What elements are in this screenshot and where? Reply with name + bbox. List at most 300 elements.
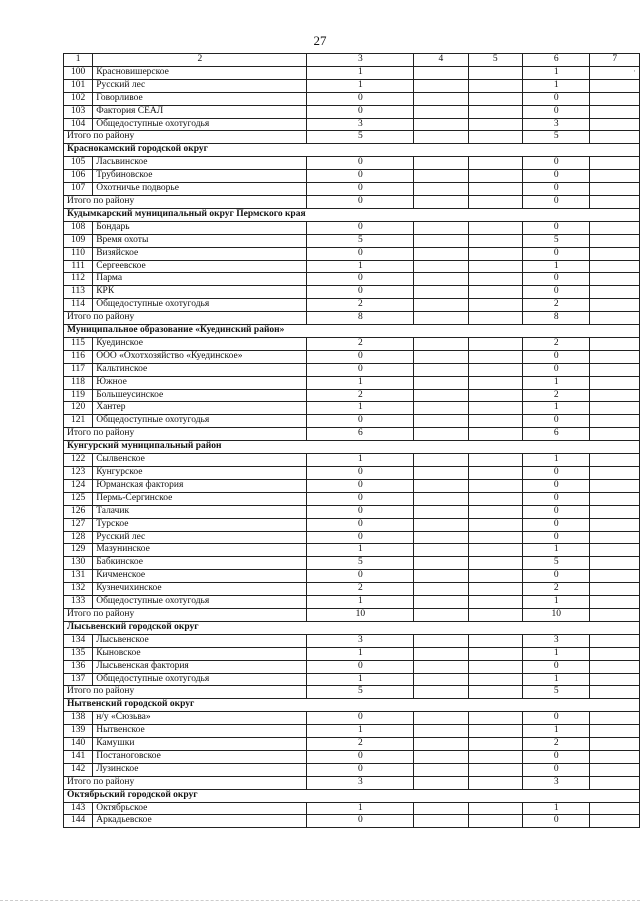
- hunting-ground-name: Время охоты: [93, 234, 307, 247]
- col6-value: 0: [522, 492, 590, 505]
- district-total-row: [64, 195, 640, 208]
- col6-value: 0: [522, 750, 590, 763]
- total-col3-value: 5: [307, 131, 414, 144]
- row-number: 114: [64, 299, 93, 312]
- empty-cell: [590, 570, 640, 583]
- empty-cell: [414, 312, 468, 325]
- hunting-ground-name: Кузнечихинское: [93, 583, 307, 596]
- col3-value: 0: [307, 247, 414, 260]
- hunting-ground-name: Бондарь: [93, 221, 307, 234]
- empty-cell: [590, 750, 640, 763]
- hunting-ground-name: Камушки: [93, 738, 307, 751]
- total-label: Итого по району: [64, 776, 307, 789]
- table-row: [64, 105, 640, 118]
- table-row: [64, 518, 640, 531]
- row-number: 104: [64, 118, 93, 131]
- empty-cell: [468, 157, 522, 170]
- row-number: 121: [64, 415, 93, 428]
- empty-cell: [590, 234, 640, 247]
- empty-cell: [590, 467, 640, 480]
- section-heading-row: [64, 699, 640, 712]
- empty-cell: [468, 376, 522, 389]
- row-number: 140: [64, 738, 93, 751]
- empty-cell: [414, 260, 468, 273]
- empty-cell: [590, 492, 640, 505]
- empty-cell: [590, 647, 640, 660]
- col3-value: 1: [307, 66, 414, 79]
- table-row: [64, 583, 640, 596]
- empty-cell: [414, 428, 468, 441]
- empty-cell: [590, 673, 640, 686]
- empty-cell: [468, 312, 522, 325]
- hunting-ground-name: Турское: [93, 518, 307, 531]
- hunting-ground-name: Трубиновское: [93, 170, 307, 183]
- empty-cell: [414, 131, 468, 144]
- empty-cell: [468, 505, 522, 518]
- empty-cell: [590, 454, 640, 467]
- hunting-ground-name: Сылвенское: [93, 454, 307, 467]
- table-row: [64, 750, 640, 763]
- empty-cell: [468, 660, 522, 673]
- total-col6-value: 3: [522, 776, 590, 789]
- col6-value: 5: [522, 557, 590, 570]
- row-number: 127: [64, 518, 93, 531]
- row-number: 124: [64, 479, 93, 492]
- empty-cell: [468, 583, 522, 596]
- col6-value: 5: [522, 234, 590, 247]
- col6-value: 0: [522, 467, 590, 480]
- empty-cell: [468, 596, 522, 609]
- col6-value: 0: [522, 518, 590, 531]
- empty-cell: [468, 183, 522, 196]
- empty-cell: [414, 725, 468, 738]
- empty-cell: [414, 454, 468, 467]
- col6-value: 0: [522, 247, 590, 260]
- col6-value: 0: [522, 712, 590, 725]
- table-row: [64, 273, 640, 286]
- empty-cell: [414, 583, 468, 596]
- col6-value: 0: [522, 183, 590, 196]
- col6-value: 2: [522, 299, 590, 312]
- row-number: 106: [64, 170, 93, 183]
- row-number: 115: [64, 337, 93, 350]
- section-heading: Нытвенский городской округ: [64, 699, 640, 712]
- empty-cell: [414, 802, 468, 815]
- row-number: 131: [64, 570, 93, 583]
- col6-value: 0: [522, 479, 590, 492]
- empty-cell: [414, 221, 468, 234]
- empty-cell: [590, 725, 640, 738]
- col3-value: 0: [307, 492, 414, 505]
- empty-cell: [590, 260, 640, 273]
- empty-cell: [590, 415, 640, 428]
- empty-cell: [590, 118, 640, 131]
- row-number: 132: [64, 583, 93, 596]
- district-total-row: [64, 131, 640, 144]
- empty-cell: [414, 350, 468, 363]
- empty-cell: [590, 273, 640, 286]
- column-header-row: [64, 54, 640, 67]
- hunting-ground-name: Общедоступные охотугодья: [93, 415, 307, 428]
- total-col6-value: 10: [522, 608, 590, 621]
- col3-value: 0: [307, 92, 414, 105]
- empty-cell: [468, 544, 522, 557]
- col3-value: 5: [307, 557, 414, 570]
- col6-value: 0: [522, 531, 590, 544]
- empty-cell: [590, 428, 640, 441]
- table-row: [64, 402, 640, 415]
- col6-value: 1: [522, 402, 590, 415]
- empty-cell: [590, 195, 640, 208]
- table-row: [64, 79, 640, 92]
- empty-cell: [414, 673, 468, 686]
- empty-cell: [414, 247, 468, 260]
- empty-cell: [590, 376, 640, 389]
- empty-cell: [414, 389, 468, 402]
- column-header: 4: [414, 54, 468, 67]
- hunting-ground-name: Говорливое: [93, 92, 307, 105]
- empty-cell: [414, 750, 468, 763]
- row-number: 122: [64, 454, 93, 467]
- row-number: 133: [64, 596, 93, 609]
- table-row: [64, 363, 640, 376]
- section-heading: Кудымкарский муниципальный округ Пермского края: [64, 208, 640, 221]
- hunting-ground-name: Нытвенское: [93, 725, 307, 738]
- col3-value: 1: [307, 725, 414, 738]
- col3-value: 1: [307, 802, 414, 815]
- section-heading-row: [64, 144, 640, 157]
- column-header: 3: [307, 54, 414, 67]
- empty-cell: [414, 738, 468, 751]
- empty-cell: [590, 583, 640, 596]
- empty-cell: [414, 763, 468, 776]
- margin-mark: ·: [633, 66, 636, 76]
- row-number: 102: [64, 92, 93, 105]
- hunting-ground-name: Общедоступные охотугодья: [93, 596, 307, 609]
- hunting-ground-name: ООО «Охотхозяйство «Куединское»: [93, 350, 307, 363]
- col3-value: 0: [307, 363, 414, 376]
- col3-value: 0: [307, 750, 414, 763]
- total-label: Итого по району: [64, 195, 307, 208]
- empty-cell: [468, 299, 522, 312]
- col3-value: 2: [307, 337, 414, 350]
- empty-cell: [414, 557, 468, 570]
- hunting-ground-name: н/у «Сюзьва»: [93, 712, 307, 725]
- table-row: [64, 712, 640, 725]
- section-heading-row: [64, 789, 640, 802]
- hunting-ground-name: Юрманская фактория: [93, 479, 307, 492]
- col3-value: 0: [307, 467, 414, 480]
- total-col3-value: 8: [307, 312, 414, 325]
- col6-value: 3: [522, 634, 590, 647]
- row-number: 134: [64, 634, 93, 647]
- table-row: [64, 157, 640, 170]
- row-number: 111: [64, 260, 93, 273]
- col6-value: 1: [522, 725, 590, 738]
- empty-cell: [468, 247, 522, 260]
- empty-cell: [414, 157, 468, 170]
- col3-value: 0: [307, 479, 414, 492]
- empty-cell: [590, 299, 640, 312]
- col3-value: 0: [307, 415, 414, 428]
- col3-value: 2: [307, 583, 414, 596]
- empty-cell: [590, 518, 640, 531]
- col3-value: 0: [307, 570, 414, 583]
- empty-cell: [468, 738, 522, 751]
- table-row: [64, 673, 640, 686]
- hunting-ground-name: Сергеевское: [93, 260, 307, 273]
- empty-cell: [414, 376, 468, 389]
- table-row: [64, 634, 640, 647]
- col3-value: 0: [307, 350, 414, 363]
- empty-cell: [414, 170, 468, 183]
- empty-cell: [590, 131, 640, 144]
- empty-cell: [468, 686, 522, 699]
- hunting-ground-name: Лысьвенская фактория: [93, 660, 307, 673]
- section-heading-row: [64, 621, 640, 634]
- col3-value: 3: [307, 634, 414, 647]
- empty-cell: [590, 660, 640, 673]
- col6-value: 1: [522, 544, 590, 557]
- empty-cell: [468, 570, 522, 583]
- hunting-ground-name: Мазунинское: [93, 544, 307, 557]
- empty-cell: [414, 686, 468, 699]
- empty-cell: [414, 467, 468, 480]
- row-number: 101: [64, 79, 93, 92]
- col6-value: 0: [522, 286, 590, 299]
- empty-cell: [590, 557, 640, 570]
- row-number: 138: [64, 712, 93, 725]
- empty-cell: [414, 234, 468, 247]
- col3-value: 0: [307, 183, 414, 196]
- empty-cell: [414, 402, 468, 415]
- col6-value: 1: [522, 647, 590, 660]
- section-heading: Октябрьский городской округ: [64, 789, 640, 802]
- empty-cell: [414, 105, 468, 118]
- total-col3-value: 10: [307, 608, 414, 621]
- empty-cell: [468, 608, 522, 621]
- hunting-ground-name: Большеусинское: [93, 389, 307, 402]
- empty-cell: [468, 118, 522, 131]
- table-row: [64, 247, 640, 260]
- table-row: [64, 286, 640, 299]
- empty-cell: [468, 234, 522, 247]
- table-row: [64, 260, 640, 273]
- empty-cell: [590, 479, 640, 492]
- empty-cell: [468, 131, 522, 144]
- empty-cell: [590, 221, 640, 234]
- row-number: 103: [64, 105, 93, 118]
- table-row: [64, 479, 640, 492]
- col3-value: 0: [307, 660, 414, 673]
- empty-cell: [590, 763, 640, 776]
- col3-value: 1: [307, 673, 414, 686]
- table-row: [64, 725, 640, 738]
- row-number: 119: [64, 389, 93, 402]
- hunting-ground-name: Октябрьское: [93, 802, 307, 815]
- col6-value: 0: [522, 170, 590, 183]
- empty-cell: [590, 389, 640, 402]
- hunting-ground-name: Хантер: [93, 402, 307, 415]
- col3-value: 0: [307, 763, 414, 776]
- empty-cell: [590, 738, 640, 751]
- col3-value: 1: [307, 596, 414, 609]
- table-row: [64, 531, 640, 544]
- table-row: [64, 221, 640, 234]
- empty-cell: [590, 92, 640, 105]
- table-row: [64, 337, 640, 350]
- empty-cell: [414, 286, 468, 299]
- total-label: Итого по району: [64, 428, 307, 441]
- hunting-ground-name: Лузинское: [93, 763, 307, 776]
- col3-value: 1: [307, 79, 414, 92]
- empty-cell: [468, 750, 522, 763]
- col3-value: 0: [307, 518, 414, 531]
- column-header: 2: [93, 54, 307, 67]
- empty-cell: [414, 118, 468, 131]
- district-total-row: [64, 428, 640, 441]
- district-total-row: [64, 312, 640, 325]
- row-number: 137: [64, 673, 93, 686]
- hunting-ground-name: Постаноговское: [93, 750, 307, 763]
- row-number: 129: [64, 544, 93, 557]
- hunting-ground-name: Кыновское: [93, 647, 307, 660]
- row-number: 130: [64, 557, 93, 570]
- col3-value: 0: [307, 157, 414, 170]
- row-number: 120: [64, 402, 93, 415]
- row-number: 125: [64, 492, 93, 505]
- district-total-row: [64, 686, 640, 699]
- row-number: 117: [64, 363, 93, 376]
- row-number: 112: [64, 273, 93, 286]
- hunting-ground-name: Общедоступные охотугодья: [93, 118, 307, 131]
- table-row: [64, 647, 640, 660]
- col6-value: 1: [522, 376, 590, 389]
- empty-cell: [590, 596, 640, 609]
- row-number: 136: [64, 660, 93, 673]
- col6-value: 0: [522, 350, 590, 363]
- table-row: [64, 596, 640, 609]
- empty-cell: [468, 531, 522, 544]
- empty-cell: [414, 634, 468, 647]
- row-number: 143: [64, 802, 93, 815]
- section-heading: Лысьвенский городской округ: [64, 621, 640, 634]
- table-row: [64, 660, 640, 673]
- col3-value: 1: [307, 402, 414, 415]
- empty-cell: [590, 802, 640, 815]
- col3-value: 2: [307, 299, 414, 312]
- col6-value: 1: [522, 260, 590, 273]
- empty-cell: [468, 802, 522, 815]
- empty-cell: [414, 273, 468, 286]
- col6-value: 1: [522, 79, 590, 92]
- section-heading: Краснокамский городской округ: [64, 144, 640, 157]
- hunting-ground-name: Кунгурское: [93, 467, 307, 480]
- empty-cell: [414, 776, 468, 789]
- empty-cell: [468, 79, 522, 92]
- empty-cell: [590, 170, 640, 183]
- hunting-ground-name: Общедоступные охотугодья: [93, 299, 307, 312]
- hunting-ground-name: Общедоступные охотугодья: [93, 673, 307, 686]
- row-number: 126: [64, 505, 93, 518]
- col6-value: 1: [522, 454, 590, 467]
- table-row: [64, 763, 640, 776]
- col6-value: 0: [522, 105, 590, 118]
- empty-cell: [590, 815, 640, 828]
- table-row: [64, 299, 640, 312]
- section-heading: Кунгурский муниципальный район: [64, 441, 640, 454]
- hunting-ground-name: Ласьвинское: [93, 157, 307, 170]
- empty-cell: [468, 260, 522, 273]
- empty-cell: [468, 479, 522, 492]
- col3-value: 2: [307, 389, 414, 402]
- total-col6-value: 5: [522, 131, 590, 144]
- table-row: [64, 376, 640, 389]
- empty-cell: [414, 531, 468, 544]
- hunting-ground-name: Красновишерское: [93, 66, 307, 79]
- empty-cell: [414, 608, 468, 621]
- page-number: 27: [313, 33, 327, 48]
- table-row: [64, 170, 640, 183]
- col3-value: 0: [307, 273, 414, 286]
- empty-cell: [468, 66, 522, 79]
- col6-value: 0: [522, 660, 590, 673]
- empty-cell: [590, 634, 640, 647]
- empty-cell: [468, 286, 522, 299]
- row-number: 123: [64, 467, 93, 480]
- empty-cell: [468, 92, 522, 105]
- empty-cell: [468, 467, 522, 480]
- table-row: [64, 415, 640, 428]
- empty-cell: [468, 518, 522, 531]
- column-header: 7: [590, 54, 640, 67]
- empty-cell: [590, 105, 640, 118]
- empty-cell: [590, 363, 640, 376]
- table-row: [64, 66, 640, 79]
- empty-cell: [468, 428, 522, 441]
- total-col3-value: 5: [307, 686, 414, 699]
- hunting-ground-name: Куединское: [93, 337, 307, 350]
- row-number: 118: [64, 376, 93, 389]
- total-col3-value: 6: [307, 428, 414, 441]
- row-number: 128: [64, 531, 93, 544]
- col6-value: 0: [522, 570, 590, 583]
- table-row: [64, 815, 640, 828]
- empty-cell: [468, 492, 522, 505]
- empty-cell: [468, 170, 522, 183]
- empty-cell: [468, 725, 522, 738]
- total-label: Итого по району: [64, 608, 307, 621]
- empty-cell: [468, 221, 522, 234]
- total-col6-value: 8: [522, 312, 590, 325]
- hunting-ground-name: Кальтинское: [93, 363, 307, 376]
- empty-cell: [590, 286, 640, 299]
- table-row: [64, 234, 640, 247]
- district-total-row: [64, 776, 640, 789]
- empty-cell: [590, 686, 640, 699]
- col3-value: 0: [307, 712, 414, 725]
- column-header: 1: [64, 54, 93, 67]
- table-body: [64, 54, 640, 828]
- hunting-ground-name: Русский лес: [93, 531, 307, 544]
- empty-cell: [468, 273, 522, 286]
- table-row: [64, 802, 640, 815]
- hunting-ground-name: Южное: [93, 376, 307, 389]
- col3-value: 0: [307, 170, 414, 183]
- hunting-grounds-table: [63, 53, 640, 828]
- table-row: [64, 118, 640, 131]
- total-label: Итого по району: [64, 312, 307, 325]
